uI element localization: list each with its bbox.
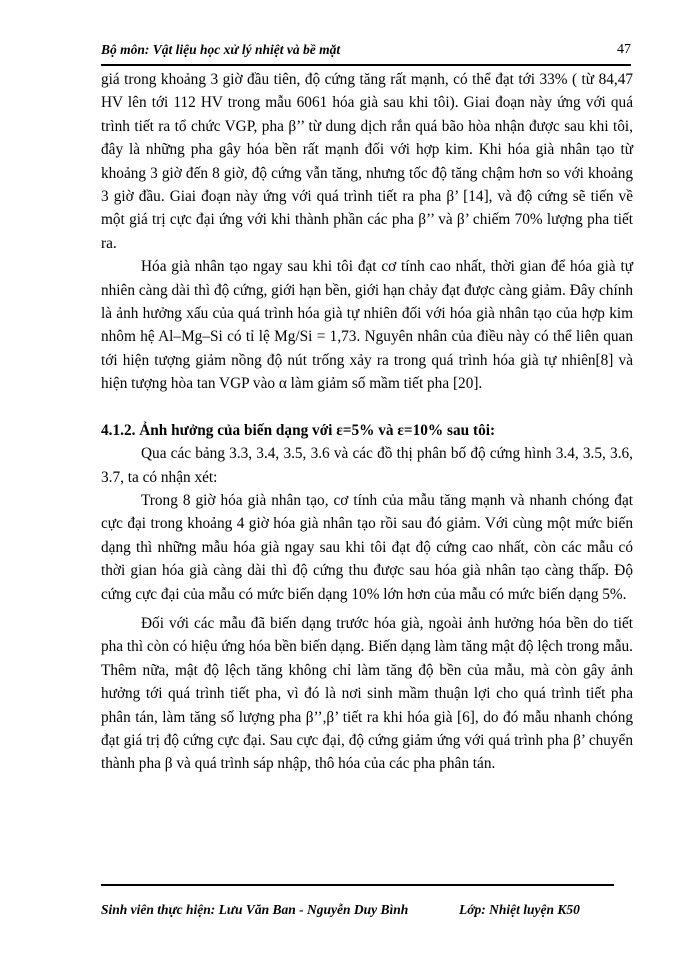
footer-rule — [101, 884, 614, 886]
section-heading: 4.1.2. Ảnh hưởng của biến dạng với ε=5% và ε=10% sau tôi: — [101, 421, 496, 439]
page-number: 47 — [617, 42, 631, 57]
footer-students: Sinh viên thực hiện: Lưu Văn Ban - Nguyễn Duy Bình — [101, 902, 409, 917]
paragraph-5: Đối với các mẫu đã biến dạng trước hóa già, ngoài ảnh hưởng hóa bền do tiết pha thì còn có hiệu ứng hóa bền biến dạng. Biến dạng làm tăng mật độ lệch trong mẫu. Thêm nữa, mật độ lệch tăng không chỉ làm tăng độ bền của mẫu, mà còn gây ảnh hưởng tới quá trình tiết pha, vì đó là nơi sinh mầm thuận lợi cho quá trình tiết pha phân tán, làm tăng số lượng pha β’’,β’ tiết ra khi hóa già [6], do đó mẫu nhanh chóng đạt giá trị độ cứng cực đại. Sau cực đại, độ cứng giảm ứng với quá trình pha β’ chuyển thành pha β và quá trình sáp nhập, thô hóa của các pha phân tán. — [101, 614, 633, 773]
page-header — [101, 42, 631, 62]
paragraph-2: Hóa già nhân tạo ngay sau khi tôi đạt cơ tính cao nhất, thời gian để hóa già tự nhiên càng dài thì độ cứng, giới hạn bền, giới hạn chảy đạt được càng giảm. Đây chính là ảnh hưởng xấu của quá trình hóa già tự nhiên đối với hóa già nhân tạo của hợp kim nhôm hệ Al–Mg–Si có tỉ lệ Mg/Si = 1,73. Nguyên nhân của điều này có thể liên quan tới hiện tượng giảm nồng độ nút trống xảy ra trong quá trình hóa già tự nhiên[8] và hiện tượng hòa tan VGP vào α làm giảm số mầm tiết pha [20]. — [101, 258, 633, 393]
footer-class: Lớp: Nhiệt luyện K50 — [459, 902, 580, 917]
paragraph-3: Qua các bảng 3.3, 3.4, 3.5, 3.6 và các đồ thị phân bố độ cứng hình 3.4, 3.5, 3.6, 3.7, ta có nhận xét: — [101, 445, 633, 486]
paragraph-4: Trong 8 giờ hóa già nhân tạo, cơ tính của mẫu tăng mạnh và nhanh chóng đạt cực đại trong khoảng 4 giờ hóa già nhân tạo rồi sau đó giảm. Với cùng một mức biến dạng thì những mẫu hóa già ngay sau khi tôi đạt độ cứng cao nhất, còn các mẫu có thời gian hóa già càng dài thì độ cứng thu được sau hóa già nhân tạo càng thấp. Độ cứng cực đại của mẫu có mức biến dạng 10% lớn hơn của mẫu có mức biến dạng 5%. — [101, 491, 633, 603]
header-rule — [101, 64, 631, 66]
paragraph-1: giá trong khoảng 3 giờ đầu tiên, độ cứng tăng rất mạnh, có thể đạt tới 33% ( từ 84,47 HV lên tới 112 HV trong mẫu 6061 hóa già sau khi tôi). Giai đoạn này ứng với quá trình tiết ra tổ chức VGP, pha β’’ từ dung dịch rắn quá bão hòa nhận được sau khi tôi, đây là những pha gây hóa bền rất mạnh đối với hợp kim. Khi hóa già nhân tạo từ khoảng 3 giờ đến 8 giờ, độ cứng vẫn tăng, nhưng tốc độ tăng chậm hơn so với khoảng 3 giờ đầu. Giai đoạn này ứng với quá trình tiết ra pha β’ [14], và độ cứng sẽ tiến về một giá trị cực đại ứng với khi thành phần các pha β’’ và β’ chiếm 70% lượng pha tiết ra. — [101, 71, 633, 252]
header-title: Bộ môn: Vật liệu học xử lý nhiệt và bề mặt — [101, 42, 341, 57]
paragraph-spacer — [101, 396, 633, 419]
page-body — [101, 68, 633, 776]
